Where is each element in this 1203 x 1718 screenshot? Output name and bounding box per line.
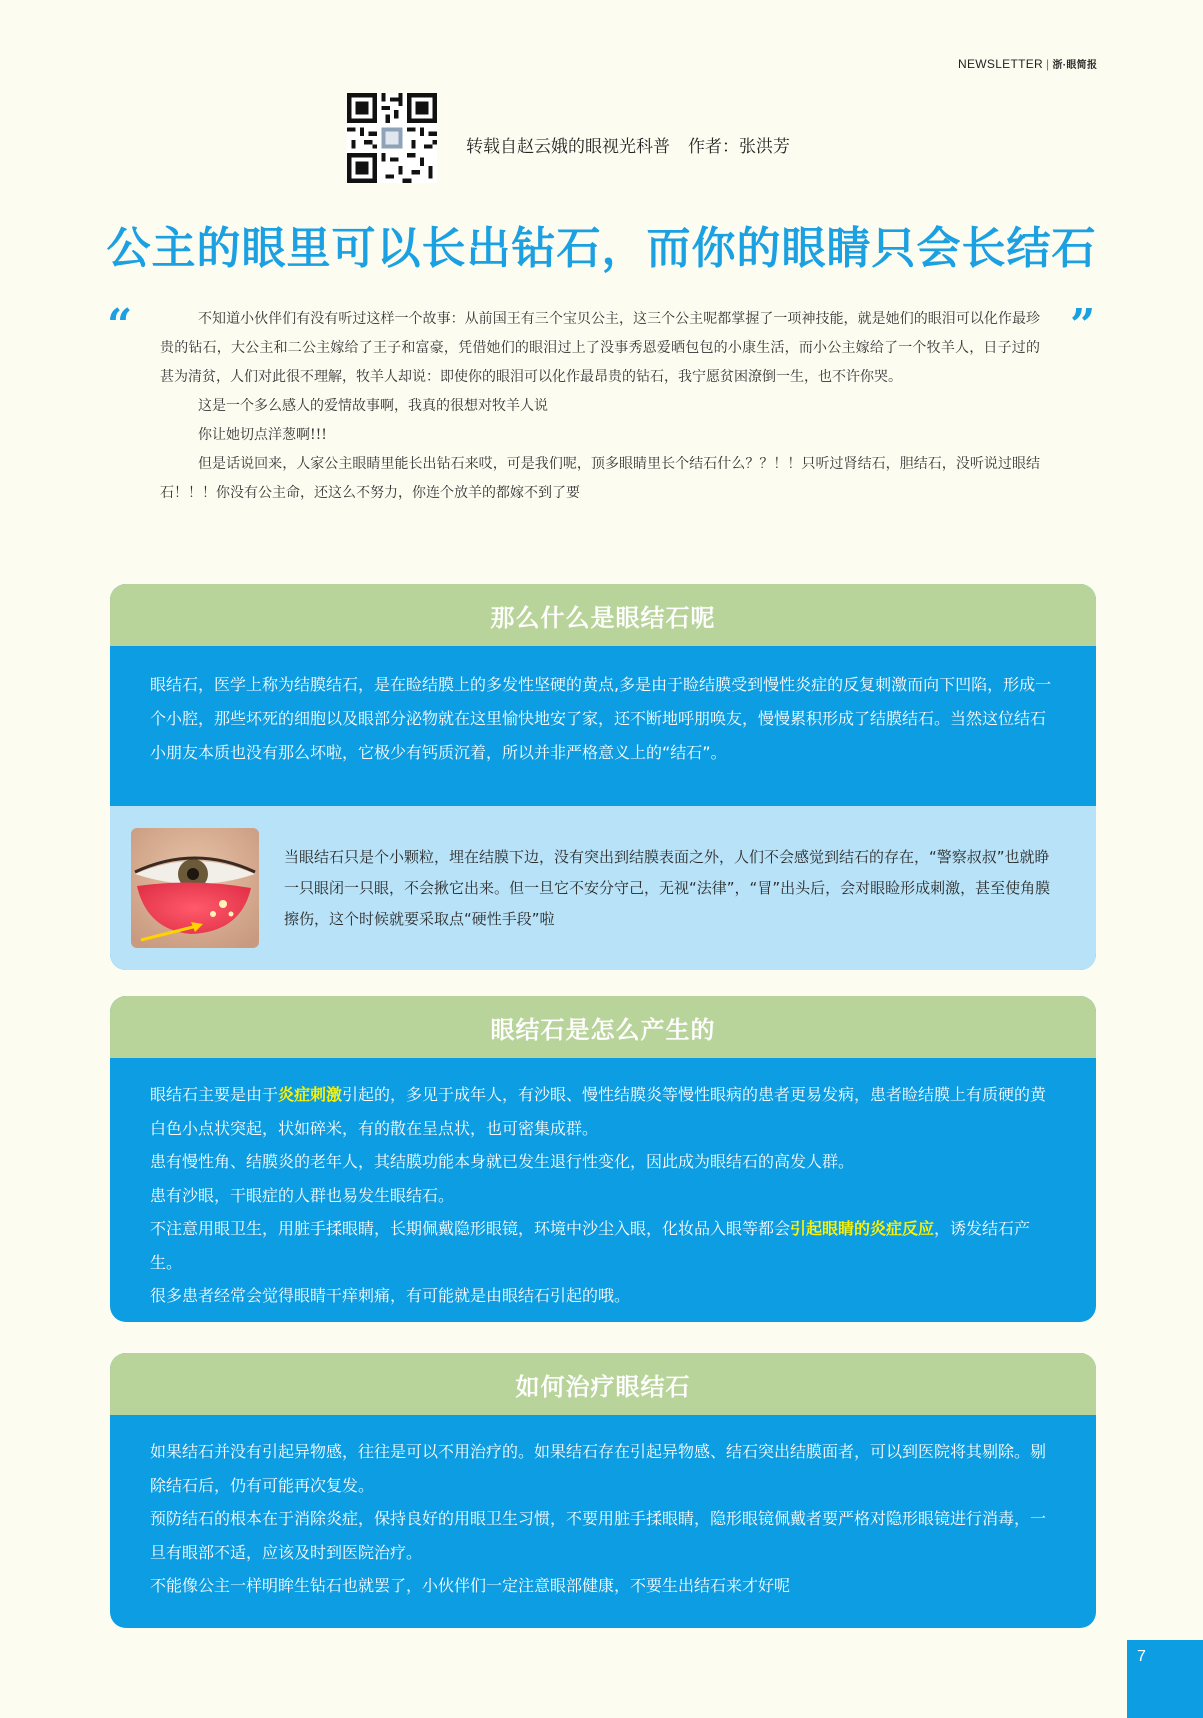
close-quote-mark: ” bbox=[1070, 300, 1096, 351]
article-title: 公主的眼里可以长出钻石，而你的眼睛只会长结石 bbox=[106, 223, 1097, 274]
open-quote-mark: “ bbox=[107, 300, 133, 351]
section-paragraph: 很多患者经常会觉得眼睛干痒刺痛，有可能就是由眼结石引起的哦。 bbox=[150, 1286, 631, 1305]
section-body bbox=[110, 1415, 1096, 1621]
section-paragraph bbox=[150, 1078, 1058, 1145]
highlight-text: 引起眼睛的炎症反应 bbox=[790, 1219, 935, 1238]
author-label: 作者：张洪芳 bbox=[688, 137, 790, 157]
eye-detail-panel bbox=[110, 806, 1096, 970]
source-credit bbox=[466, 132, 790, 157]
intro-paragraph: 不知道小伙伴们有没有听过这样一个故事：从前国王有三个宝贝公主，这三个公主呢都掌握了一项神技能，就是她们的眼泪可以化作最珍贵的钻石，大公主和二公主嫁给了王子和富豪，凭借她们的眼泪过上了没事秀恩爱晒包包的小康生活，而小公主嫁给了一个牧羊人，日子过的甚为清贫，人们对此很不理解，牧羊人却说：即使你的眼泪可以化作最昂贵的钻石，我宁愿贫困潦倒一生，也不许你哭。 bbox=[160, 311, 1040, 385]
eye-detail-text: 当眼结石只是个小颗粒，埋在结膜下边，没有突出到结膜表面之外，人们不会感觉到结石的存在，“警察叔叔”也就睁一只眼闭一只眼，不会揪它出来。但一旦它不安分守己，无视“法律”，“冒”出头后，会对眼睑形成刺激，甚至使角膜擦伤，这个时候就要采取点“硬性手段”啦 bbox=[284, 848, 1051, 928]
section-heading: 眼结石是怎么产生的 bbox=[110, 996, 1096, 1058]
section-paragraph: 眼结石，医学上称为结膜结石，是在睑结膜上的多发性坚硬的黄点,多是由于睑结膜受到慢性炎症的反复刺激而向下凹陷，形成一个小腔，那些坏死的细胞以及眼部分泌物就在这里愉快地安了家，还不断地呼朋唤友，慢慢累积形成了结膜结石。当然这位结石小朋友本质也没有那么坏啦，它极少有钙质沉着，所以并非严格意义上的“结石”。 bbox=[150, 675, 1052, 762]
highlight-text: 炎症刺激 bbox=[278, 1085, 343, 1104]
text-span: ，诱发结石产生。 bbox=[150, 1219, 1031, 1272]
section-heading: 如何治疗眼结石 bbox=[110, 1353, 1096, 1415]
text-span: 眼结石主要是由于 bbox=[150, 1085, 279, 1104]
section-paragraph: 预防结石的根本在于消除炎症，保持良好的用眼卫生习惯，不要用脏手揉眼睛，隐形眼镜佩戴者要严格对隐形眼镜进行消毒，一旦有眼部不适，应该及时到医院治疗。 bbox=[150, 1509, 1047, 1562]
section-paragraph: 如果结石并没有引起异物感，往往是可以不用治疗的。如果结石存在引起异物感、结石突出结膜面者，可以到医院将其剔除。剔除结石后，仍有可能再次复发。 bbox=[150, 1442, 1047, 1495]
eye-photo-image bbox=[131, 828, 259, 948]
text-span: 引起的，多见于成年人，有沙眼、慢性结膜炎等慢性眼病的患者更易发病，患者睑结膜上有质硬的黄白色小点状突起，状如碎米，有的散在呈点状，也可密集成群。 bbox=[150, 1085, 1047, 1138]
header-separator: | bbox=[1046, 57, 1050, 71]
qr-code-icon bbox=[347, 93, 437, 183]
page-number-text: 7 bbox=[1137, 1648, 1146, 1665]
page-number bbox=[1127, 1640, 1203, 1718]
newsletter-header bbox=[958, 56, 1097, 71]
source-text: 转载自赵云娥的眼视光科普 bbox=[466, 137, 670, 157]
section-heading: 那么什么是眼结石呢 bbox=[110, 584, 1096, 646]
section-body bbox=[110, 1058, 1096, 1322]
section-paragraph bbox=[150, 1212, 1058, 1279]
section-treatment bbox=[110, 1353, 1096, 1628]
section-causes bbox=[110, 996, 1096, 1322]
text-span: 不注意用眼卫生，用脏手揉眼睛，长期佩戴隐形眼镜，环境中沙尘入眼，化妆品入眼等都会 bbox=[150, 1219, 791, 1238]
newsletter-label: NEWSLETTER bbox=[958, 57, 1044, 71]
intro-paragraph: 你让她切点洋葱啊!!! bbox=[198, 427, 327, 443]
intro-paragraph: 但是话说回来，人家公主眼睛里能长出钻石来哎，可是我们呢，顶多眼睛里长个结石什么？？！！只听过肾结石，胆结石，没听说过眼结石！！！你没有公主命，还这么不努力，你连个放羊的都嫁不到了要 bbox=[160, 456, 1040, 501]
section-paragraph: 患有慢性角、结膜炎的老年人，其结膜功能本身就已发生退行性变化，因此成为眼结石的高发人群。 bbox=[150, 1152, 855, 1171]
intro-story bbox=[160, 305, 1040, 508]
section-paragraph: 患有沙眼，干眼症的人群也易发生眼结石。 bbox=[150, 1185, 455, 1205]
intro-paragraph: 这是一个多么感人的爱情故事啊，我真的很想对牧羊人说 bbox=[198, 398, 548, 414]
section-body bbox=[110, 646, 1096, 811]
section-paragraph: 不能像公主一样明眸生钻石也就罢了，小伙伴们一定注意眼部健康，不要生出结石来才好呢 bbox=[150, 1576, 791, 1595]
publication-name: 浙·眼简报 bbox=[1052, 60, 1098, 71]
section-what-is-eye-stone bbox=[110, 584, 1096, 970]
